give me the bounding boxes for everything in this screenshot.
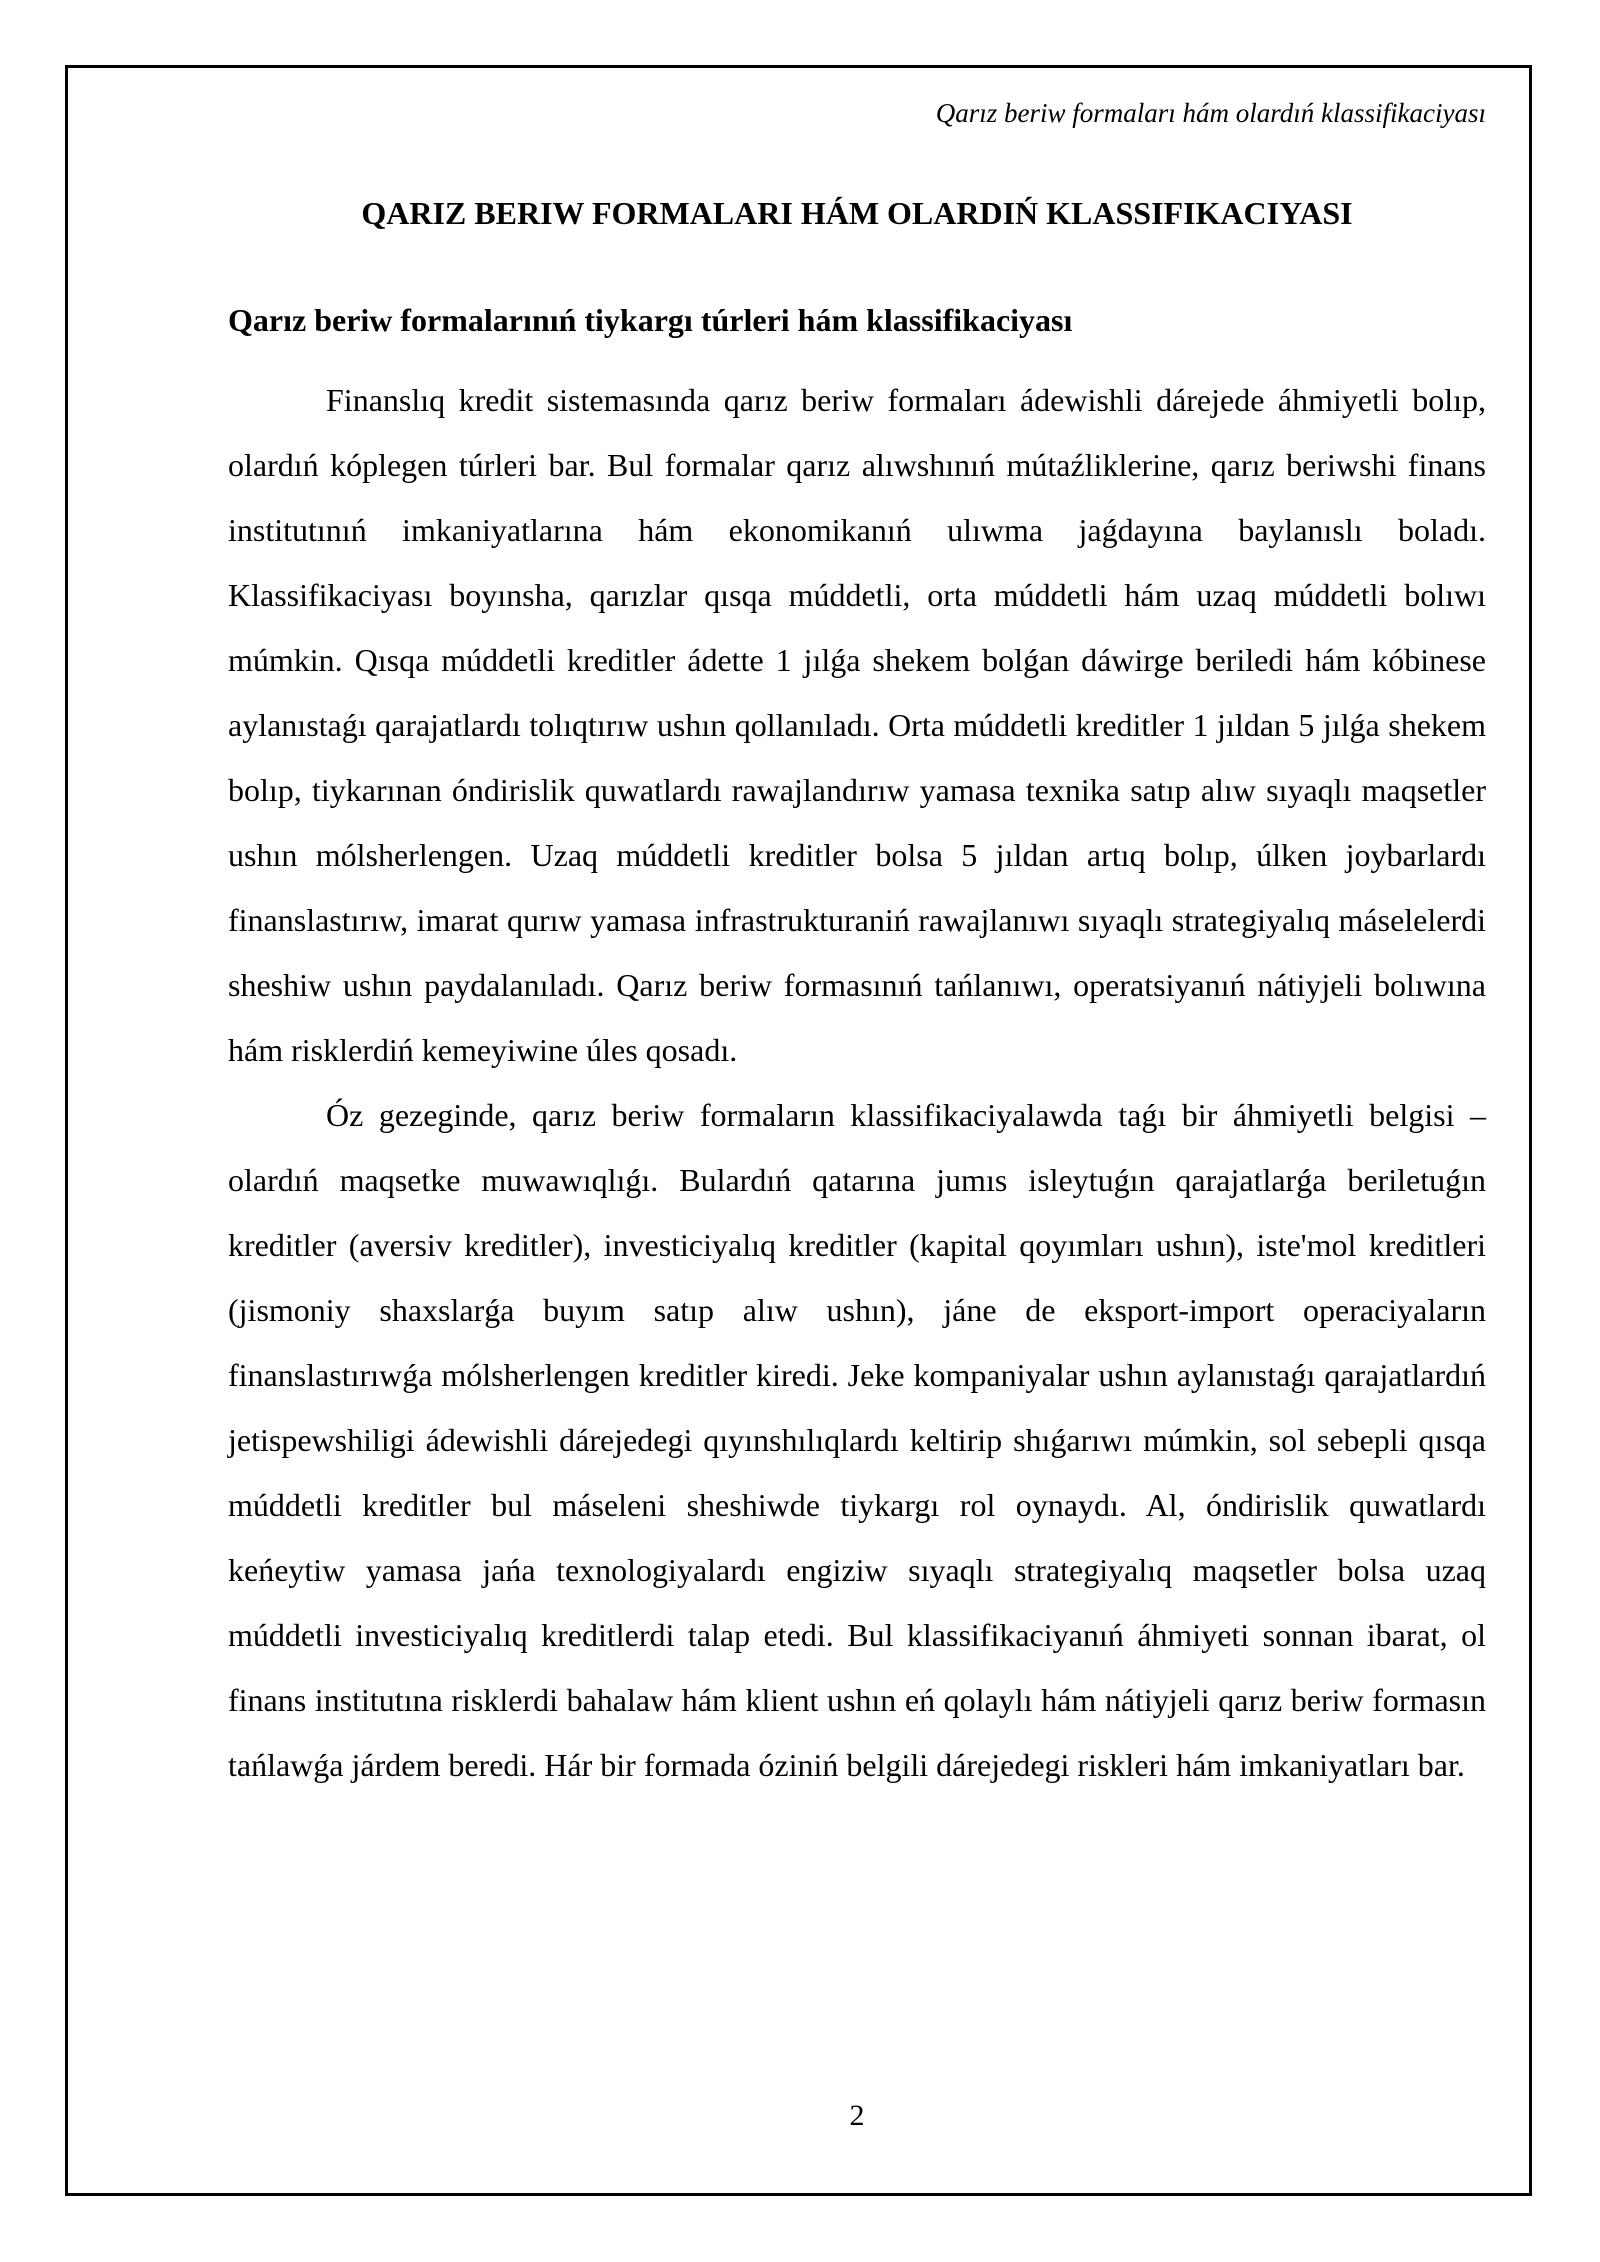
running-header: Qarız beriw formaları hám olardıń klassifikaciyası [935,98,1486,128]
body-text [228,368,1486,1798]
body-paragraph: Finanslıq kredit sistemasında qarız beriw formaları ádewishli dárejede áhmiyetli bolıp, olardıń kóplegen túrleri bar. Bul formalar qarız alıwshınıń mútaźliklerine, qarız beriwshi finans institutınıń imkaniyatlarına hám ekonomikanıń ulıwma jaǵdayına baylanıslı boladı. Klassifikaciyası boyınsha, qarızlar qısqa múddetli, orta múddetli hám uzaq múddetli bolıwı múmkin. Qısqa múddetli kreditler ádette 1 jılǵa shekem bolǵan dáwirge beriledi hám kóbinese aylanıstaǵı qarajatlardı tolıqtırıw ushın qollanıladı. Orta múddetli kreditler 1 jıldan 5 jılǵa shekem bolıp, tiykarınan óndirislik quwatlardı rawajlandırıw yamasa texnika satıp alıw sıyaqlı maqsetler ushın mólsherlengen. Uzaq múddetli kreditler bolsa 5 jıldan artıq bolıp, úlken joybarlardı finanslastırıw, imarat qurıw yamasa infrastrukturaniń rawajlanıwı sıyaqlı strategiyalıq máselelerdi sheshiw ushın paydalanıladı. Qarız beriw formasınıń tańlanıwı, operatsiyanıń nátiyjeli bolıwına hám risklerdiń kemeyiwine úles qosadı. [228,382,1486,1068]
body-paragraph: Óz gezeginde, qarız beriw formaların klassifikaciyalawda taǵı bir áhmiyetli belgisi – olardıń maqsetke muwawıqlıǵı. Bulardıń qatarına jumıs isleytuǵın qarajatlarǵa beriletuǵın kreditler (aversiv kreditler), investiciyalıq kreditler (kapital qoyımları ushın), iste'mol kreditleri (jismoniy shaxslarǵa buyım satıp alıw ushın), jáne de eksport-import operaciyaların finanslastırıwǵa mólsherlengen kreditler kiredi. Jeke kompaniyalar ushın aylanıstaǵı qarajatlardıń jetispewshiligi ádewishli dárejedegi qıyınshılıqlardı keltirip shıǵarıwı múmkin, sol sebepli qısqa múddetli kreditler bul máseleni sheshiwde tiykargı rol oynaydı. Al, óndirislik quwatlardı keńeytiw yamasa jańa texnologiyalardı engiziw sıyaqlı strategiyalıq maqsetler bolsa uzaq múddetli investiciyalıq kreditlerdi talap etedi. Bul klassifikaciyanıń áhmiyeti sonnan ibarat, ol finans institutına risklerdi bahalaw hám klient ushın eń qolaylı hám nátiyjeli qarız beriw formasın tańlawǵa járdem beredi. Hár bir formada óziniń belgili dárejedegi riskleri hám imkaniyatları bar. [228,1097,1486,1783]
page-number: 2 [849,2099,865,2132]
document-title: QARIZ BERIW FORMALARI HÁM OLARDIŃ KLASSIFIKACIYASI [361,195,1353,231]
section-heading: Qarız beriw formalarınıń tiykargı túrleri hám klassifikaciyası [228,302,1073,338]
